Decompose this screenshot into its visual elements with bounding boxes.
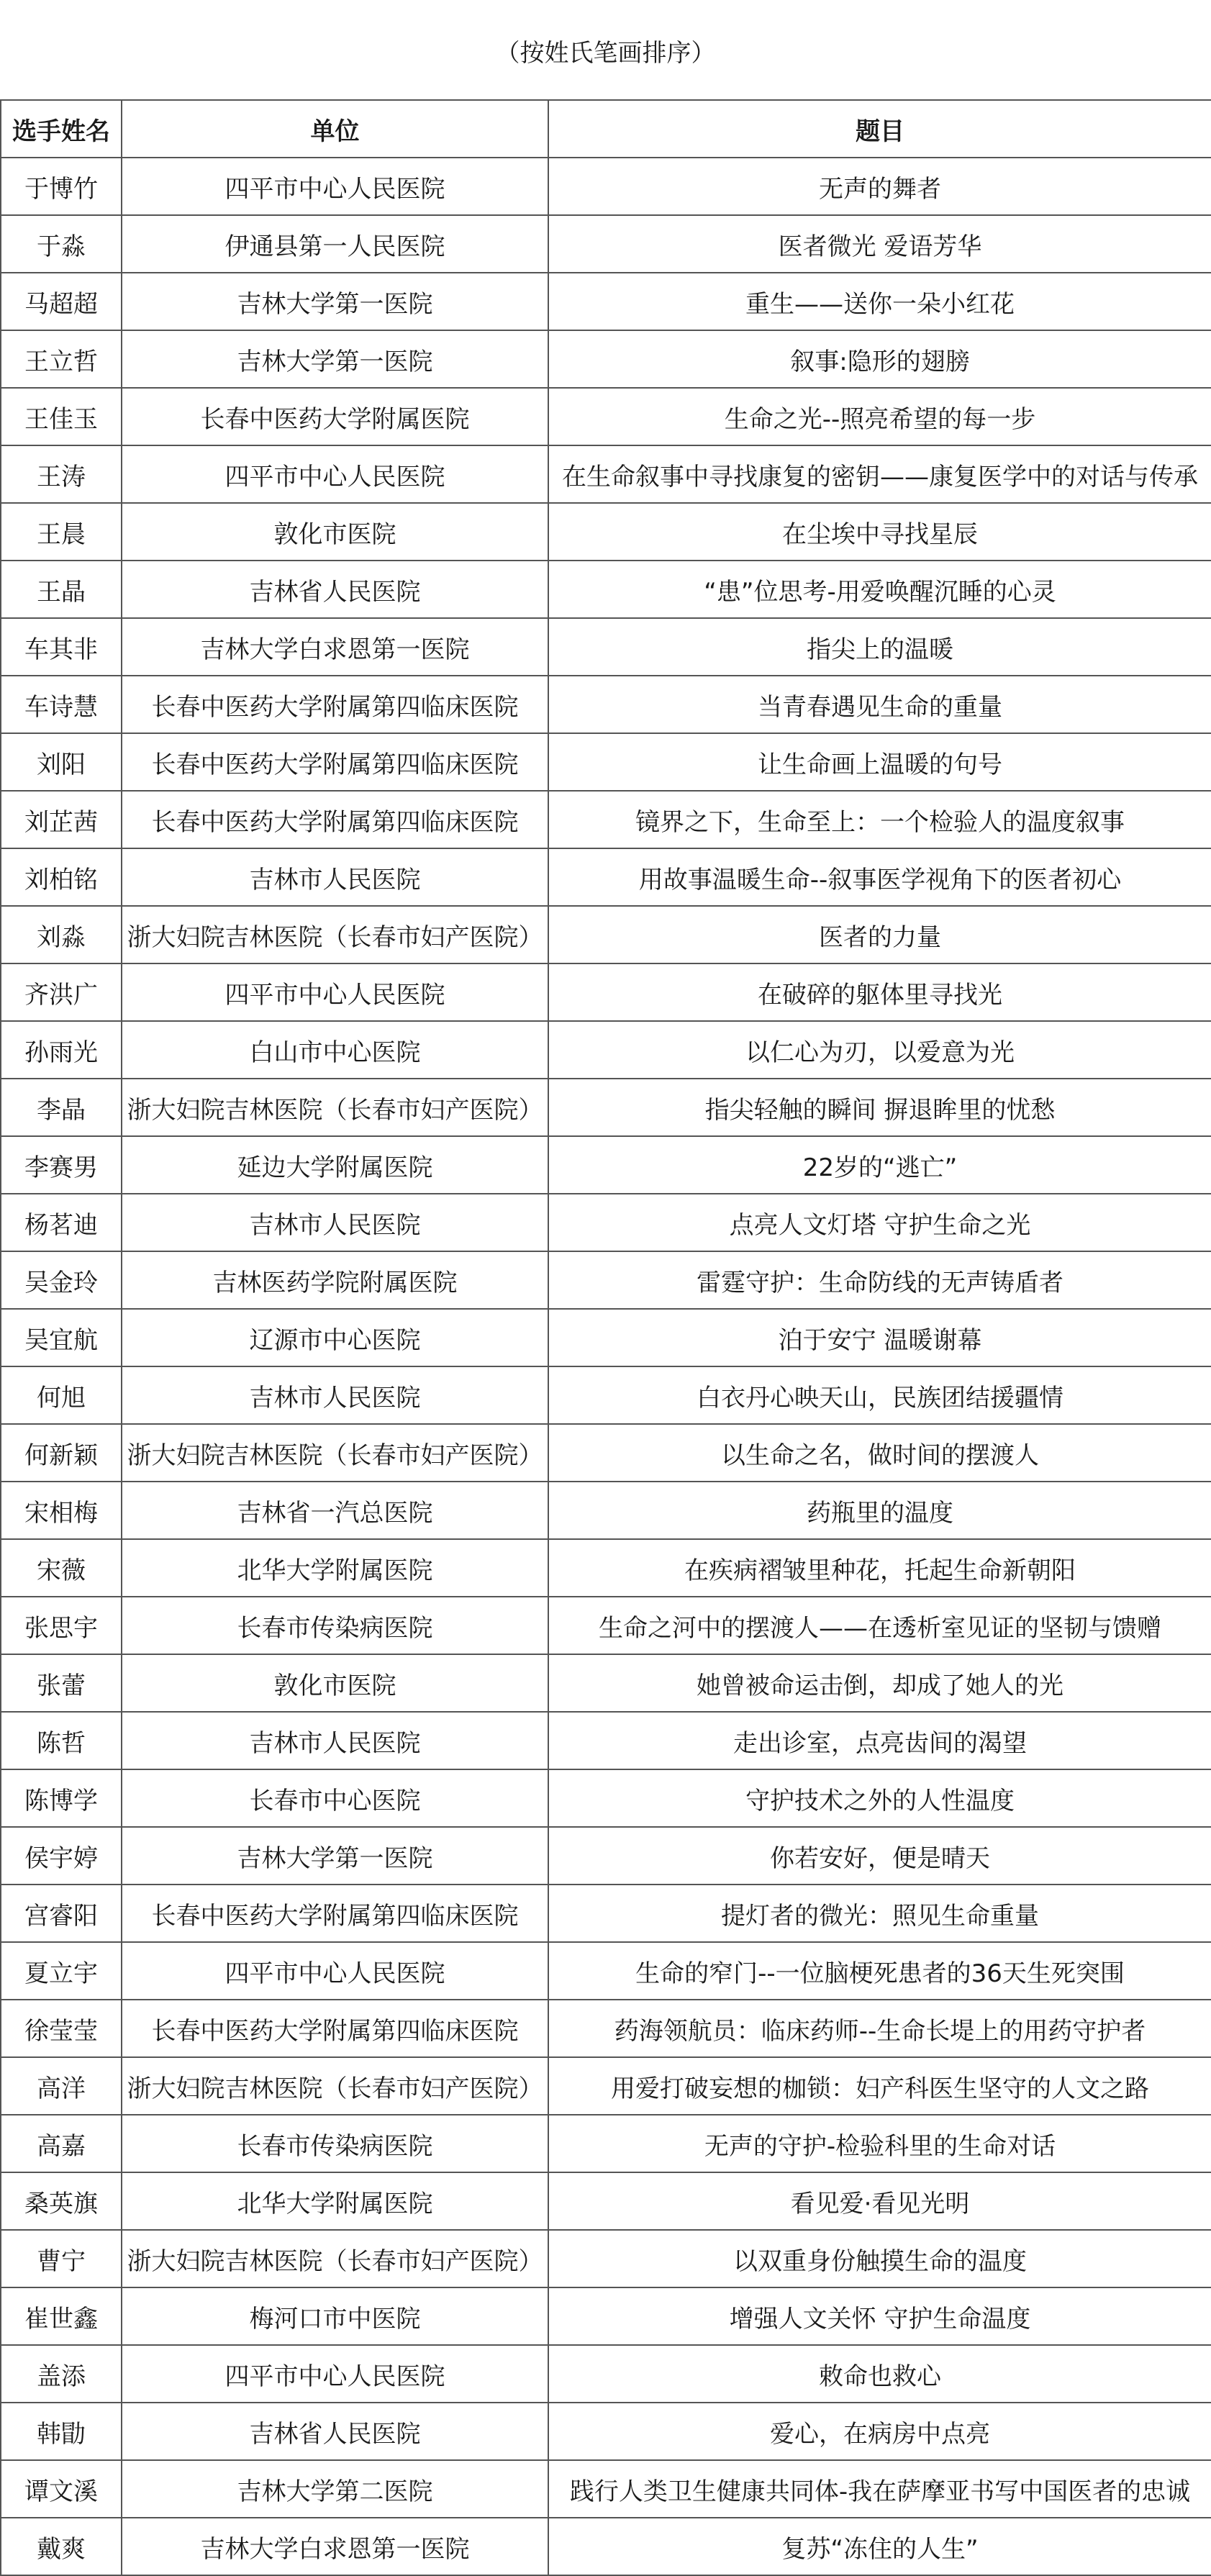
cell-unit: 吉林大学第二医院 (122, 2460, 548, 2518)
cell-unit: 长春中医药大学附属第四临床医院 (122, 2000, 548, 2057)
cell-name: 刘柏铭 (1, 848, 122, 906)
cell-unit: 北华大学附属医院 (122, 2172, 548, 2230)
table-row (1, 1079, 1211, 1136)
cell-unit: 吉林大学第一医院 (122, 1827, 548, 1885)
cell-name: 杨茗迪 (1, 1194, 122, 1251)
table-row (1, 2345, 1211, 2403)
cell-title: 叙事:隐形的翅膀 (548, 330, 1211, 388)
table-row (1, 158, 1211, 215)
cell-name: 孙雨光 (1, 1021, 122, 1079)
cell-name: 李赛男 (1, 1136, 122, 1194)
cell-unit: 梅河口市中医院 (122, 2287, 548, 2345)
table-row (1, 1885, 1211, 1942)
cell-name: 刘芷茜 (1, 791, 122, 848)
cell-name: 刘淼 (1, 906, 122, 963)
table-row (1, 1654, 1211, 1712)
cell-title: 敕命也救心 (548, 2345, 1211, 2403)
cell-title: 药瓶里的温度 (548, 1482, 1211, 1539)
table-row (1, 273, 1211, 330)
cell-title: 重生——送你一朵小红花 (548, 273, 1211, 330)
cell-unit: 长春市传染病医院 (122, 1597, 548, 1654)
cell-name: 崔世鑫 (1, 2287, 122, 2345)
table-row (1, 1021, 1211, 1079)
cell-unit: 北华大学附属医院 (122, 1539, 548, 1597)
cell-title: 以生命之名，做时间的摆渡人 (548, 1424, 1211, 1482)
table-row (1, 330, 1211, 388)
cell-unit: 敦化市医院 (122, 503, 548, 561)
table-row (1, 1136, 1211, 1194)
cell-unit: 吉林省一汽总医院 (122, 1482, 548, 1539)
table-row (1, 1251, 1211, 1309)
cell-title: 生命的窄门--一位脑梗死患者的36天生死突围 (548, 1942, 1211, 2000)
cell-title: 泊于安宁 温暖谢幕 (548, 1309, 1211, 1366)
cell-unit: 长春中医药大学附属第四临床医院 (122, 676, 548, 733)
cell-name: 宫睿阳 (1, 1885, 122, 1942)
table-row (1, 1942, 1211, 2000)
cell-unit: 吉林大学白求恩第一医院 (122, 618, 548, 676)
cell-name: 盖添 (1, 2345, 122, 2403)
table-row (1, 676, 1211, 733)
cell-name: 陈博学 (1, 1769, 122, 1827)
table-row (1, 2057, 1211, 2115)
cell-title: 以双重身份触摸生命的温度 (548, 2230, 1211, 2287)
cell-title: 白衣丹心映天山，民族团结援疆情 (548, 1366, 1211, 1424)
table-row (1, 963, 1211, 1021)
table-row (1, 1597, 1211, 1654)
table-row (1, 1539, 1211, 1597)
table-row (1, 2000, 1211, 2057)
cell-name: 何旭 (1, 1366, 122, 1424)
table-row (1, 503, 1211, 561)
cell-unit: 吉林市人民医院 (122, 1712, 548, 1769)
cell-title: “患”位思考-用爱唤醒沉睡的心灵 (548, 561, 1211, 618)
table-row (1, 906, 1211, 963)
cell-unit: 长春市中心医院 (122, 1769, 548, 1827)
table-row (1, 215, 1211, 273)
cell-name: 陈哲 (1, 1712, 122, 1769)
cell-unit: 四平市中心人民医院 (122, 963, 548, 1021)
cell-name: 吴金玲 (1, 1251, 122, 1309)
cell-name: 高洋 (1, 2057, 122, 2115)
table-row (1, 848, 1211, 906)
cell-unit: 吉林大学白求恩第一医院 (122, 2518, 548, 2575)
cell-title: 镜界之下，生命至上：一个检验人的温度叙事 (548, 791, 1211, 848)
cell-name: 车诗慧 (1, 676, 122, 733)
cell-title: 让生命画上温暖的句号 (548, 733, 1211, 791)
cell-title: 她曾被命运击倒，却成了她人的光 (548, 1654, 1211, 1712)
cell-name: 夏立宇 (1, 1942, 122, 2000)
cell-title: 无声的舞者 (548, 158, 1211, 215)
cell-name: 齐洪广 (1, 963, 122, 1021)
table-row (1, 2230, 1211, 2287)
cell-unit: 浙大妇院吉林医院（长春市妇产医院） (122, 1079, 548, 1136)
cell-name: 张思宇 (1, 1597, 122, 1654)
cell-name: 宋相梅 (1, 1482, 122, 1539)
table-row (1, 2115, 1211, 2172)
cell-unit: 白山市中心医院 (122, 1021, 548, 1079)
cell-unit: 敦化市医院 (122, 1654, 548, 1712)
cell-unit: 吉林市人民医院 (122, 1366, 548, 1424)
table-row (1, 618, 1211, 676)
cell-unit: 吉林医药学院附属医院 (122, 1251, 548, 1309)
table-row (1, 2287, 1211, 2345)
cell-title: 无声的守护-检验科里的生命对话 (548, 2115, 1211, 2172)
cell-unit: 吉林市人民医院 (122, 848, 548, 906)
cell-title: 22岁的“逃亡” (548, 1136, 1211, 1194)
cell-name: 王晶 (1, 561, 122, 618)
header-name: 选手姓名 (1, 100, 122, 158)
cell-name: 李晶 (1, 1079, 122, 1136)
cell-title: 践行人类卫生健康共同体-我在萨摩亚书写中国医者的忠诚 (548, 2460, 1211, 2518)
cell-unit: 浙大妇院吉林医院（长春市妇产医院） (122, 2057, 548, 2115)
cell-title: 守护技术之外的人性温度 (548, 1769, 1211, 1827)
cell-unit: 吉林大学第一医院 (122, 273, 548, 330)
table-caption: （按姓氏笔画排序） (495, 38, 716, 68)
cell-unit: 吉林省人民医院 (122, 2403, 548, 2460)
cell-title: 用故事温暖生命--叙事医学视角下的医者初心 (548, 848, 1211, 906)
table-row (1, 1827, 1211, 1885)
cell-unit: 吉林省人民医院 (122, 561, 548, 618)
table-body (1, 158, 1211, 2575)
cell-unit: 辽源市中心医院 (122, 1309, 548, 1366)
table-row (1, 1769, 1211, 1827)
cell-title: 指尖轻触的瞬间 摒退眸里的忧愁 (548, 1079, 1211, 1136)
cell-unit: 吉林大学第一医院 (122, 330, 548, 388)
header-title: 题目 (548, 100, 1211, 158)
cell-unit: 四平市中心人民医院 (122, 1942, 548, 2000)
cell-unit: 浙大妇院吉林医院（长春市妇产医院） (122, 2230, 548, 2287)
cell-title: 雷霆守护：生命防线的无声铸盾者 (548, 1251, 1211, 1309)
cell-name: 于淼 (1, 215, 122, 273)
cell-title: 看见爱·看见光明 (548, 2172, 1211, 2230)
cell-title: 提灯者的微光：照见生命重量 (548, 1885, 1211, 1942)
cell-unit: 长春中医药大学附属第四临床医院 (122, 791, 548, 848)
cell-title: 当青春遇见生命的重量 (548, 676, 1211, 733)
cell-title: 用爱打破妄想的枷锁：妇产科医生坚守的人文之路 (548, 2057, 1211, 2115)
cell-unit: 长春市传染病医院 (122, 2115, 548, 2172)
cell-unit: 长春中医药大学附属第四临床医院 (122, 1885, 548, 1942)
table-row (1, 1424, 1211, 1482)
cell-name: 于博竹 (1, 158, 122, 215)
table-row (1, 2460, 1211, 2518)
cell-name: 徐莹莹 (1, 2000, 122, 2057)
cell-title: 在尘埃中寻找星辰 (548, 503, 1211, 561)
cell-unit: 长春中医药大学附属医院 (122, 388, 548, 445)
table-row (1, 1309, 1211, 1366)
table-row (1, 445, 1211, 503)
cell-name: 马超超 (1, 273, 122, 330)
cell-name: 戴爽 (1, 2518, 122, 2575)
cell-unit: 四平市中心人民医院 (122, 445, 548, 503)
cell-unit: 四平市中心人民医院 (122, 2345, 548, 2403)
cell-name: 高嘉 (1, 2115, 122, 2172)
cell-title: 你若安好，便是晴天 (548, 1827, 1211, 1885)
table-row (1, 2403, 1211, 2460)
table-row (1, 561, 1211, 618)
cell-name: 王涛 (1, 445, 122, 503)
cell-name: 车其非 (1, 618, 122, 676)
cell-title: 指尖上的温暖 (548, 618, 1211, 676)
cell-title: 在疾病褶皱里种花，托起生命新朝阳 (548, 1539, 1211, 1597)
cell-name: 王晨 (1, 503, 122, 561)
cell-title: 以仁心为刃，以爱意为光 (548, 1021, 1211, 1079)
cell-title: 爱心，在病房中点亮 (548, 2403, 1211, 2460)
cell-unit: 长春中医药大学附属第四临床医院 (122, 733, 548, 791)
table-row (1, 388, 1211, 445)
cell-name: 韩勖 (1, 2403, 122, 2460)
cell-title: 生命之河中的摆渡人——在透析室见证的坚韧与馈赠 (548, 1597, 1211, 1654)
header-unit: 单位 (122, 100, 548, 158)
cell-unit: 伊通县第一人民医院 (122, 215, 548, 273)
cell-unit: 延边大学附属医院 (122, 1136, 548, 1194)
cell-title: 药海领航员：临床药师--生命长堤上的用药守护者 (548, 2000, 1211, 2057)
cell-name: 吴宜航 (1, 1309, 122, 1366)
cell-name: 王佳玉 (1, 388, 122, 445)
cell-unit: 浙大妇院吉林医院（长春市妇产医院） (122, 1424, 548, 1482)
cell-title: 在生命叙事中寻找康复的密钥——康复医学中的对话与传承 (548, 445, 1211, 503)
table-row (1, 2518, 1211, 2575)
cell-name: 宋薇 (1, 1539, 122, 1597)
cell-name: 张蕾 (1, 1654, 122, 1712)
table-row (1, 2172, 1211, 2230)
cell-name: 王立哲 (1, 330, 122, 388)
cell-name: 桑英旗 (1, 2172, 122, 2230)
table-row (1, 1712, 1211, 1769)
cell-title: 增强人文关怀 守护生命温度 (548, 2287, 1211, 2345)
table-row (1, 733, 1211, 791)
table-row (1, 1366, 1211, 1424)
table-row (1, 791, 1211, 848)
cell-name: 曹宁 (1, 2230, 122, 2287)
table-row (1, 1482, 1211, 1539)
cell-title: 在破碎的躯体里寻找光 (548, 963, 1211, 1021)
cell-name: 刘阳 (1, 733, 122, 791)
header-row (1, 100, 1211, 158)
cell-unit: 浙大妇院吉林医院（长春市妇产医院） (122, 906, 548, 963)
cell-title: 点亮人文灯塔 守护生命之光 (548, 1194, 1211, 1251)
cell-name: 谭文溪 (1, 2460, 122, 2518)
cell-title: 生命之光--照亮希望的每一步 (548, 388, 1211, 445)
cell-title: 医者微光 爱语芳华 (548, 215, 1211, 273)
cell-title: 医者的力量 (548, 906, 1211, 963)
cell-title: 复苏“冻住的人生” (548, 2518, 1211, 2575)
contestant-table (0, 99, 1211, 2576)
cell-name: 何新颖 (1, 1424, 122, 1482)
table-row (1, 1194, 1211, 1251)
cell-unit: 四平市中心人民医院 (122, 158, 548, 215)
cell-name: 侯宇婷 (1, 1827, 122, 1885)
cell-title: 走出诊室，点亮齿间的渴望 (548, 1712, 1211, 1769)
cell-unit: 吉林市人民医院 (122, 1194, 548, 1251)
